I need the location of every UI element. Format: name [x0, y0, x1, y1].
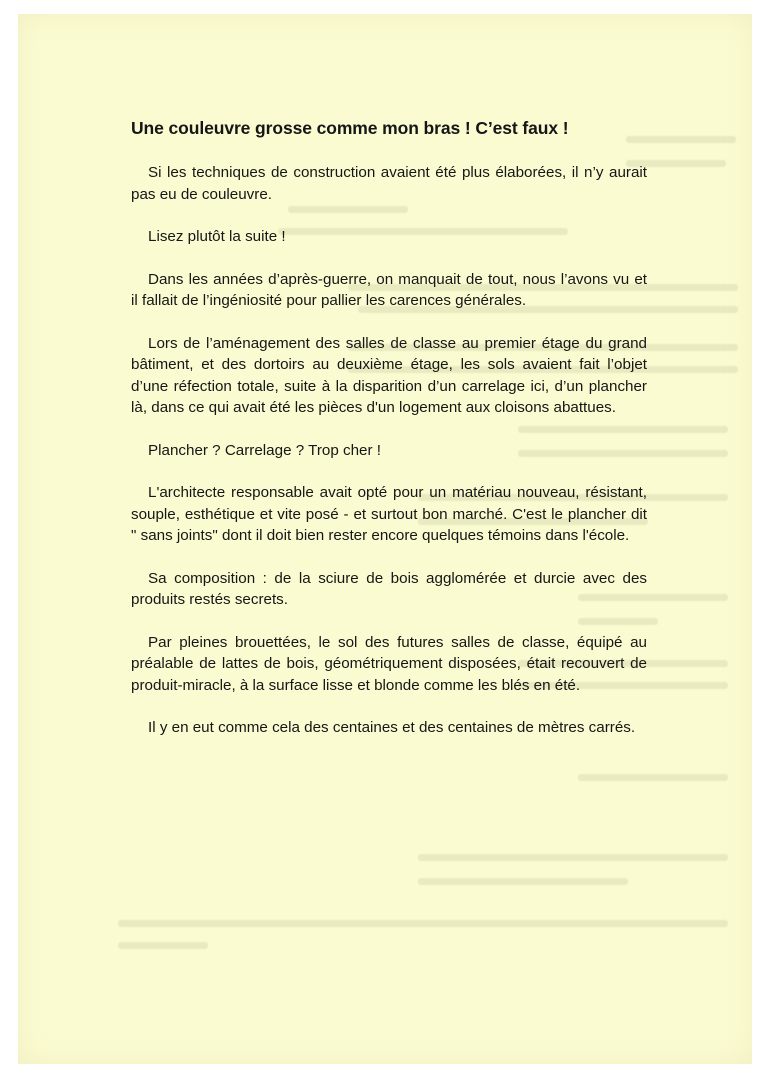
paragraph-8: Par pleines brouettées, le sol des futures salles de classe, équipé au préalable de lattes de bois, géométriquement disposées, était recouvert de produit-miracle, à la surface lisse et blonde comme les blés en été. [131, 633, 647, 694]
paragraph-2: Lisez plutôt la suite ! [148, 228, 286, 245]
paragraph-4: Lors de l’aménagement des salles de classe au premier étage du grand bâtiment, et des dortoirs au deuxième étage, les sols avaient fait l’objet d’une réfection totale, suite à la disparition d’un carrelage ici, d’un plancher là, dans ce qui avait été les pièces d'un logement aux cloisons abattues. [131, 334, 647, 416]
paragraph-3: Dans les années d’après-guerre, on manquait de tout, nous l’avons vu et il fallait de l’ingéniosité pour pallier les carences générales. [131, 270, 647, 309]
paragraph-1: Si les techniques de construction avaient été plus élaborées, il n’y aurait pas eu de couleuvre. [131, 164, 647, 203]
article-title: Une couleuvre grosse comme mon bras ! C’est faux ! [131, 118, 569, 138]
paper-sheet [18, 14, 752, 1064]
paragraph-9: Il y en eut comme cela des centaines et des centaines de mètres carrés. [148, 719, 636, 736]
paragraph-7: Sa composition : de la sciure de bois agglomérée et durcie avec des produits restés secrets. [131, 569, 647, 608]
paragraph-6: L'architecte responsable avait opté pour un matériau nouveau, résistant, souple, esthétique et vite posé - et surtout bon marché. C'est le plancher dit " sans joints" dont il doit bien rester encore quelques témoins dans l'école. [131, 484, 647, 544]
article [131, 116, 647, 760]
paragraph-5: Plancher ? Carrelage ? Trop cher ! [148, 441, 381, 459]
